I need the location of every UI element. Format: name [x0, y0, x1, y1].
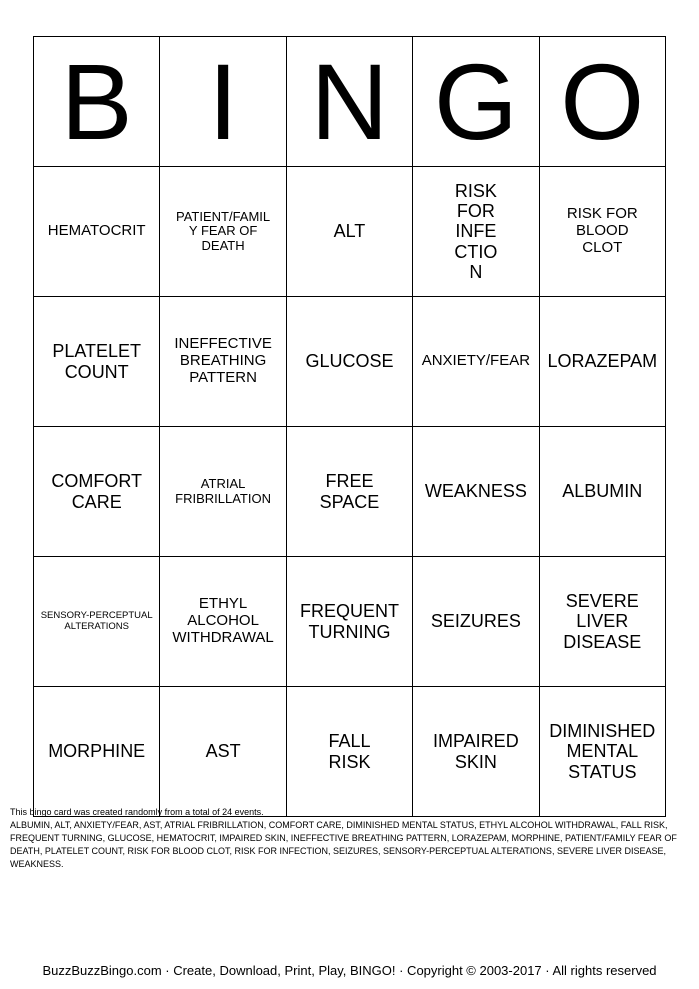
header-letter-i: I: [160, 37, 286, 167]
bingo-cell: INEFFECTIVE BREATHING PATTERN: [160, 297, 286, 427]
header-letter-n: N: [286, 37, 412, 167]
bingo-cell: SEIZURES: [413, 557, 539, 687]
bingo-cell: SENSORY-PERCEPTUAL ALTERATIONS: [34, 557, 160, 687]
bingo-cell: ETHYL ALCOHOL WITHDRAWAL: [160, 557, 286, 687]
card-info-summary: This bingo card was created randomly from a total of 24 events.: [10, 807, 264, 817]
bingo-row-2: [34, 297, 666, 427]
bingo-cell: ANXIETY/FEAR: [413, 297, 539, 427]
bingo-cell: GLUCOSE: [286, 297, 412, 427]
bingo-header-row: [34, 37, 666, 167]
bingo-row-5: [34, 687, 666, 817]
bingo-cell: LORAZEPAM: [539, 297, 665, 427]
bingo-row-4: [34, 557, 666, 687]
bingo-cell: ATRIAL FRIBRILLATION: [160, 427, 286, 557]
bingo-row-1: [34, 167, 666, 297]
header-letter-o: O: [539, 37, 665, 167]
bingo-cell: MORPHINE: [34, 687, 160, 817]
bingo-cell: COMFORT CARE: [34, 427, 160, 557]
bingo-cell-free-space: FREE SPACE: [286, 427, 412, 557]
bingo-cell: PLATELET COUNT: [34, 297, 160, 427]
bingo-cell: WEAKNESS: [413, 427, 539, 557]
bingo-cell: FREQUENT TURNING: [286, 557, 412, 687]
bingo-cell: ALBUMIN: [539, 427, 665, 557]
bingo-cell: FALL RISK: [286, 687, 412, 817]
bingo-cell: SEVERE LIVER DISEASE: [539, 557, 665, 687]
header-letter-g: G: [413, 37, 539, 167]
footer-copyright: BuzzBuzzBingo.com · Create, Download, Print, Play, BINGO! · Copyright © 2003-2017 · All rights reserved: [42, 963, 657, 978]
bingo-cell: AST: [160, 687, 286, 817]
bingo-cell: HEMATOCRIT: [34, 167, 160, 297]
bingo-cell: ALT: [286, 167, 412, 297]
header-letter-b: B: [34, 37, 160, 167]
bingo-cell: IMPAIRED SKIN: [413, 687, 539, 817]
bingo-cell: PATIENT/FAMILY FEAR OF DEATH: [160, 167, 286, 297]
bingo-cell: DIMINISHED MENTAL STATUS: [539, 687, 665, 817]
bingo-cell: RISK FOR BLOOD CLOT: [539, 167, 665, 297]
bingo-grid: [33, 36, 666, 817]
card-info: [10, 806, 690, 871]
bingo-cell: RISK FOR INFECTION: [413, 167, 539, 297]
bingo-row-3: [34, 427, 666, 557]
card-info-event-list: ALBUMIN, ALT, ANXIETY/FEAR, AST, ATRIAL FRIBRILLATION, COMFORT CARE, DIMINISHED MENTAL STATUS, ETHYL ALCOHOL WITHDRAWAL, FALL RISK, FREQUENT TURNING, GLUCOSE, HEMATOCRIT, IMPAIRED SKIN, INEFFECTIVE BREATHING PATTERN, LORAZEPAM, MORPHINE, PATIENT/FAMILY FEAR OF DEATH, PLATELET COUNT, RISK FOR BLOOD CLOT, RISK FOR INFECTION, SEIZURES, SENSORY-PERCEPTUAL ALTERATIONS, SEVERE LIVER DISEASE, WEAKNESS.: [10, 820, 677, 869]
